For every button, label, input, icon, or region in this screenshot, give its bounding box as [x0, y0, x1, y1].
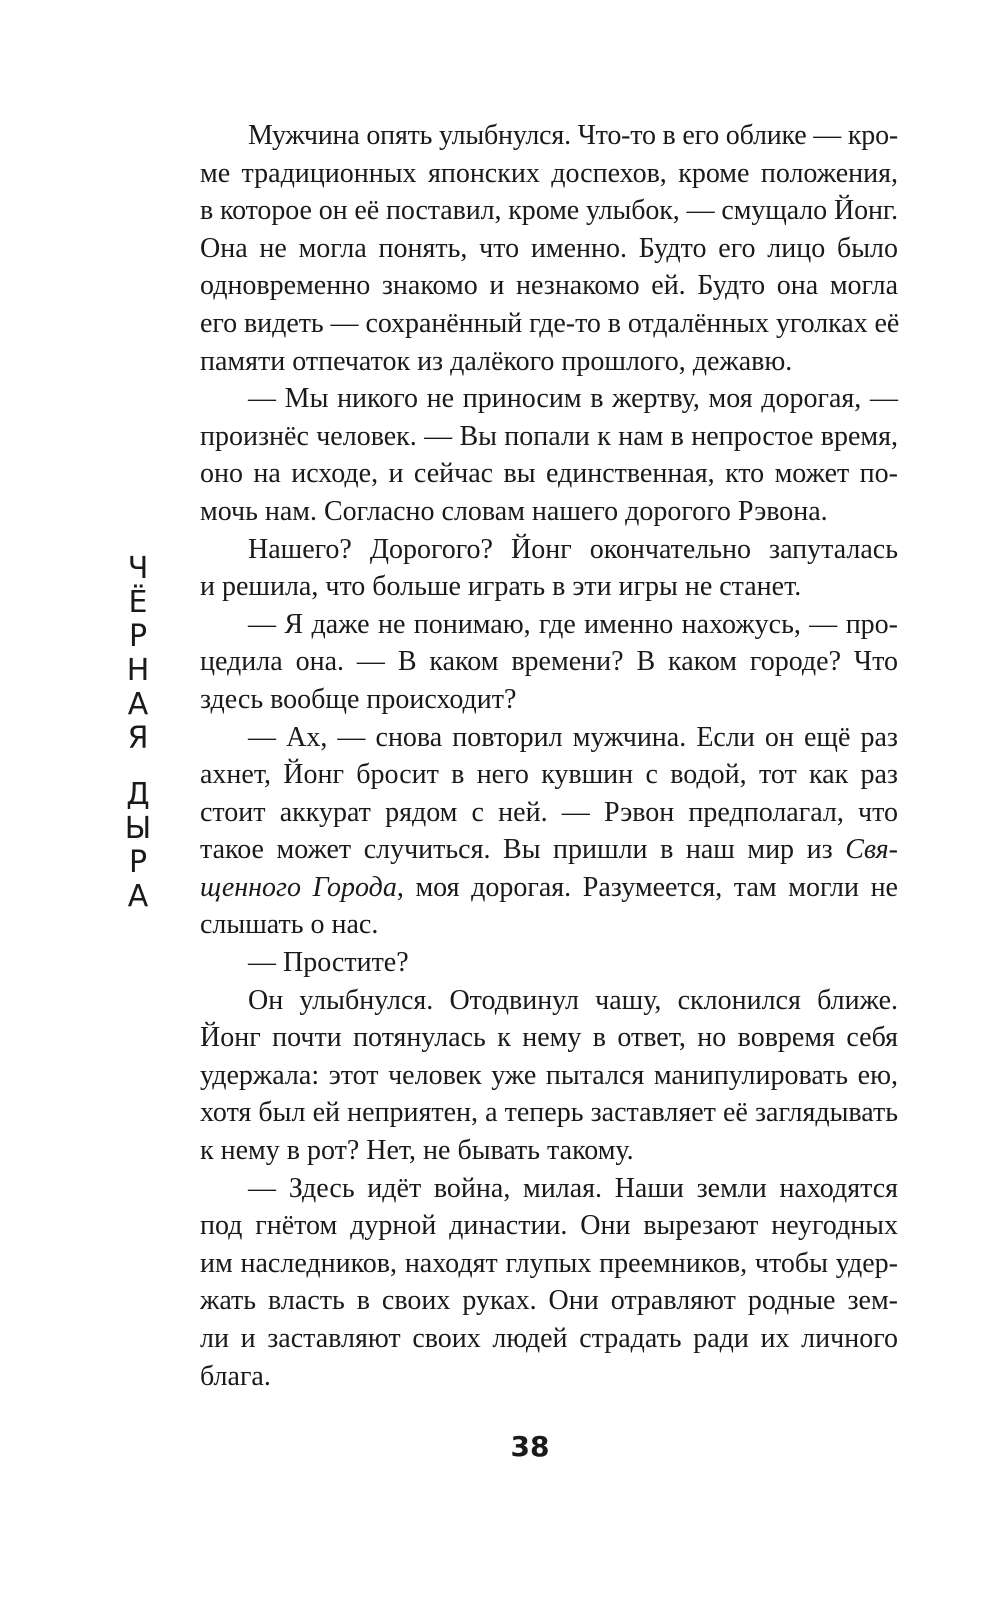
- text-line: Она не могла понять, что именно. Будто его лицо было: [200, 232, 898, 264]
- text-line: Мужчина опять улыбнулся. Что-то в его облике — кро-: [248, 120, 898, 151]
- text-line: ахнет, Йонг бросит в него кувшин с водой, тот как раз: [200, 759, 898, 791]
- text-line: мочь нам. Согласно словам нашего дорогого Рэвона.: [200, 495, 828, 527]
- page-number: 38: [510, 1430, 550, 1463]
- text-line: под гнётом дурной династии. Они вырезают неугодных: [200, 1210, 898, 1242]
- title-letter: А: [127, 879, 149, 914]
- title-letter: Ч: [127, 551, 149, 586]
- text-line: оно на исходе, и сейчас вы единственная, кто может по-: [200, 458, 898, 490]
- text-line: слышать о нас.: [200, 909, 379, 941]
- title-letter: Ы: [124, 811, 152, 846]
- text-line: хотя был ей неприятен, а теперь заставляет её заглядывать: [200, 1097, 898, 1129]
- text-line: — Ах, — снова повторил мужчина. Если он ещё раз: [248, 721, 898, 753]
- text-line: стоит аккурат рядом с ней. — Рэвон предполагал, что: [200, 796, 898, 828]
- text-line: — Мы никого не приносим в жертву, моя дорогая, —: [248, 383, 898, 415]
- text-line: цедила она. — В каком времени? В каком городе? Что: [200, 646, 898, 678]
- title-letter: Д: [126, 777, 150, 812]
- title-letter: Я: [127, 721, 149, 756]
- text-line: к нему в рот? Нет, не бывать такому.: [200, 1135, 634, 1167]
- text-line: Нашего? Дорогого? Йонг окончательно запуталась: [248, 533, 898, 565]
- text-line: Он улыбнулся. Отодвинул чашу, склонился ближе.: [248, 984, 898, 1016]
- text-line: — Я даже не понимаю, где именно нахожусь, — про-: [248, 608, 898, 640]
- text-line: ли и заставляют своих людей страдать ради их личного: [200, 1323, 898, 1354]
- text-line: здесь вообще происходит?: [200, 683, 517, 715]
- text-line: одновременно знакомо и незнакомо ей. Будто она могла: [200, 270, 898, 302]
- text-line: жать власть в своих руках. Они отравляют родные зем-: [200, 1285, 898, 1317]
- text-line: им наследников, находят глупых преемников, чтобы удер-: [200, 1247, 898, 1279]
- text-line: произнёс человек. — Вы попали к нам в непростое время,: [200, 420, 898, 452]
- text-line: Йонг почти потянулась к нему в ответ, но вовремя себя: [200, 1022, 898, 1054]
- text-line: его видеть — сохранённый где-то в отдалённых уголках её: [200, 307, 900, 339]
- title-letter: Ё: [128, 585, 148, 620]
- text-line: в которое он её поставил, кроме улыбок, — смущало Йонг.: [200, 195, 898, 227]
- title-letter: Н: [126, 653, 150, 688]
- running-title-vertical: [118, 552, 158, 914]
- text-line: — Простите?: [248, 947, 409, 979]
- text-line: — Здесь идёт война, милая. Наши земли находятся: [248, 1172, 898, 1204]
- text-line: удержала: этот человек уже пытался манипулировать ею,: [200, 1059, 898, 1091]
- body-text: [200, 117, 898, 1395]
- text-line: блага.: [200, 1360, 271, 1392]
- title-letter: А: [127, 687, 149, 722]
- text-line: и решила, что больше играть в эти игры не станет.: [200, 571, 802, 603]
- text-line: такое может случиться. Вы пришли в наш мир из Свя-: [200, 834, 898, 866]
- text-line: щенного Города, моя дорогая. Разумеется, там могли не: [200, 871, 898, 903]
- title-letter: Р: [128, 845, 148, 880]
- title-letter: Р: [128, 619, 148, 654]
- title-word-gap: [118, 756, 158, 778]
- text-line: памяти отпечаток из далёкого прошлого, дежавю.: [200, 345, 793, 377]
- text-line: ме традиционных японских доспехов, кроме положения,: [200, 157, 898, 189]
